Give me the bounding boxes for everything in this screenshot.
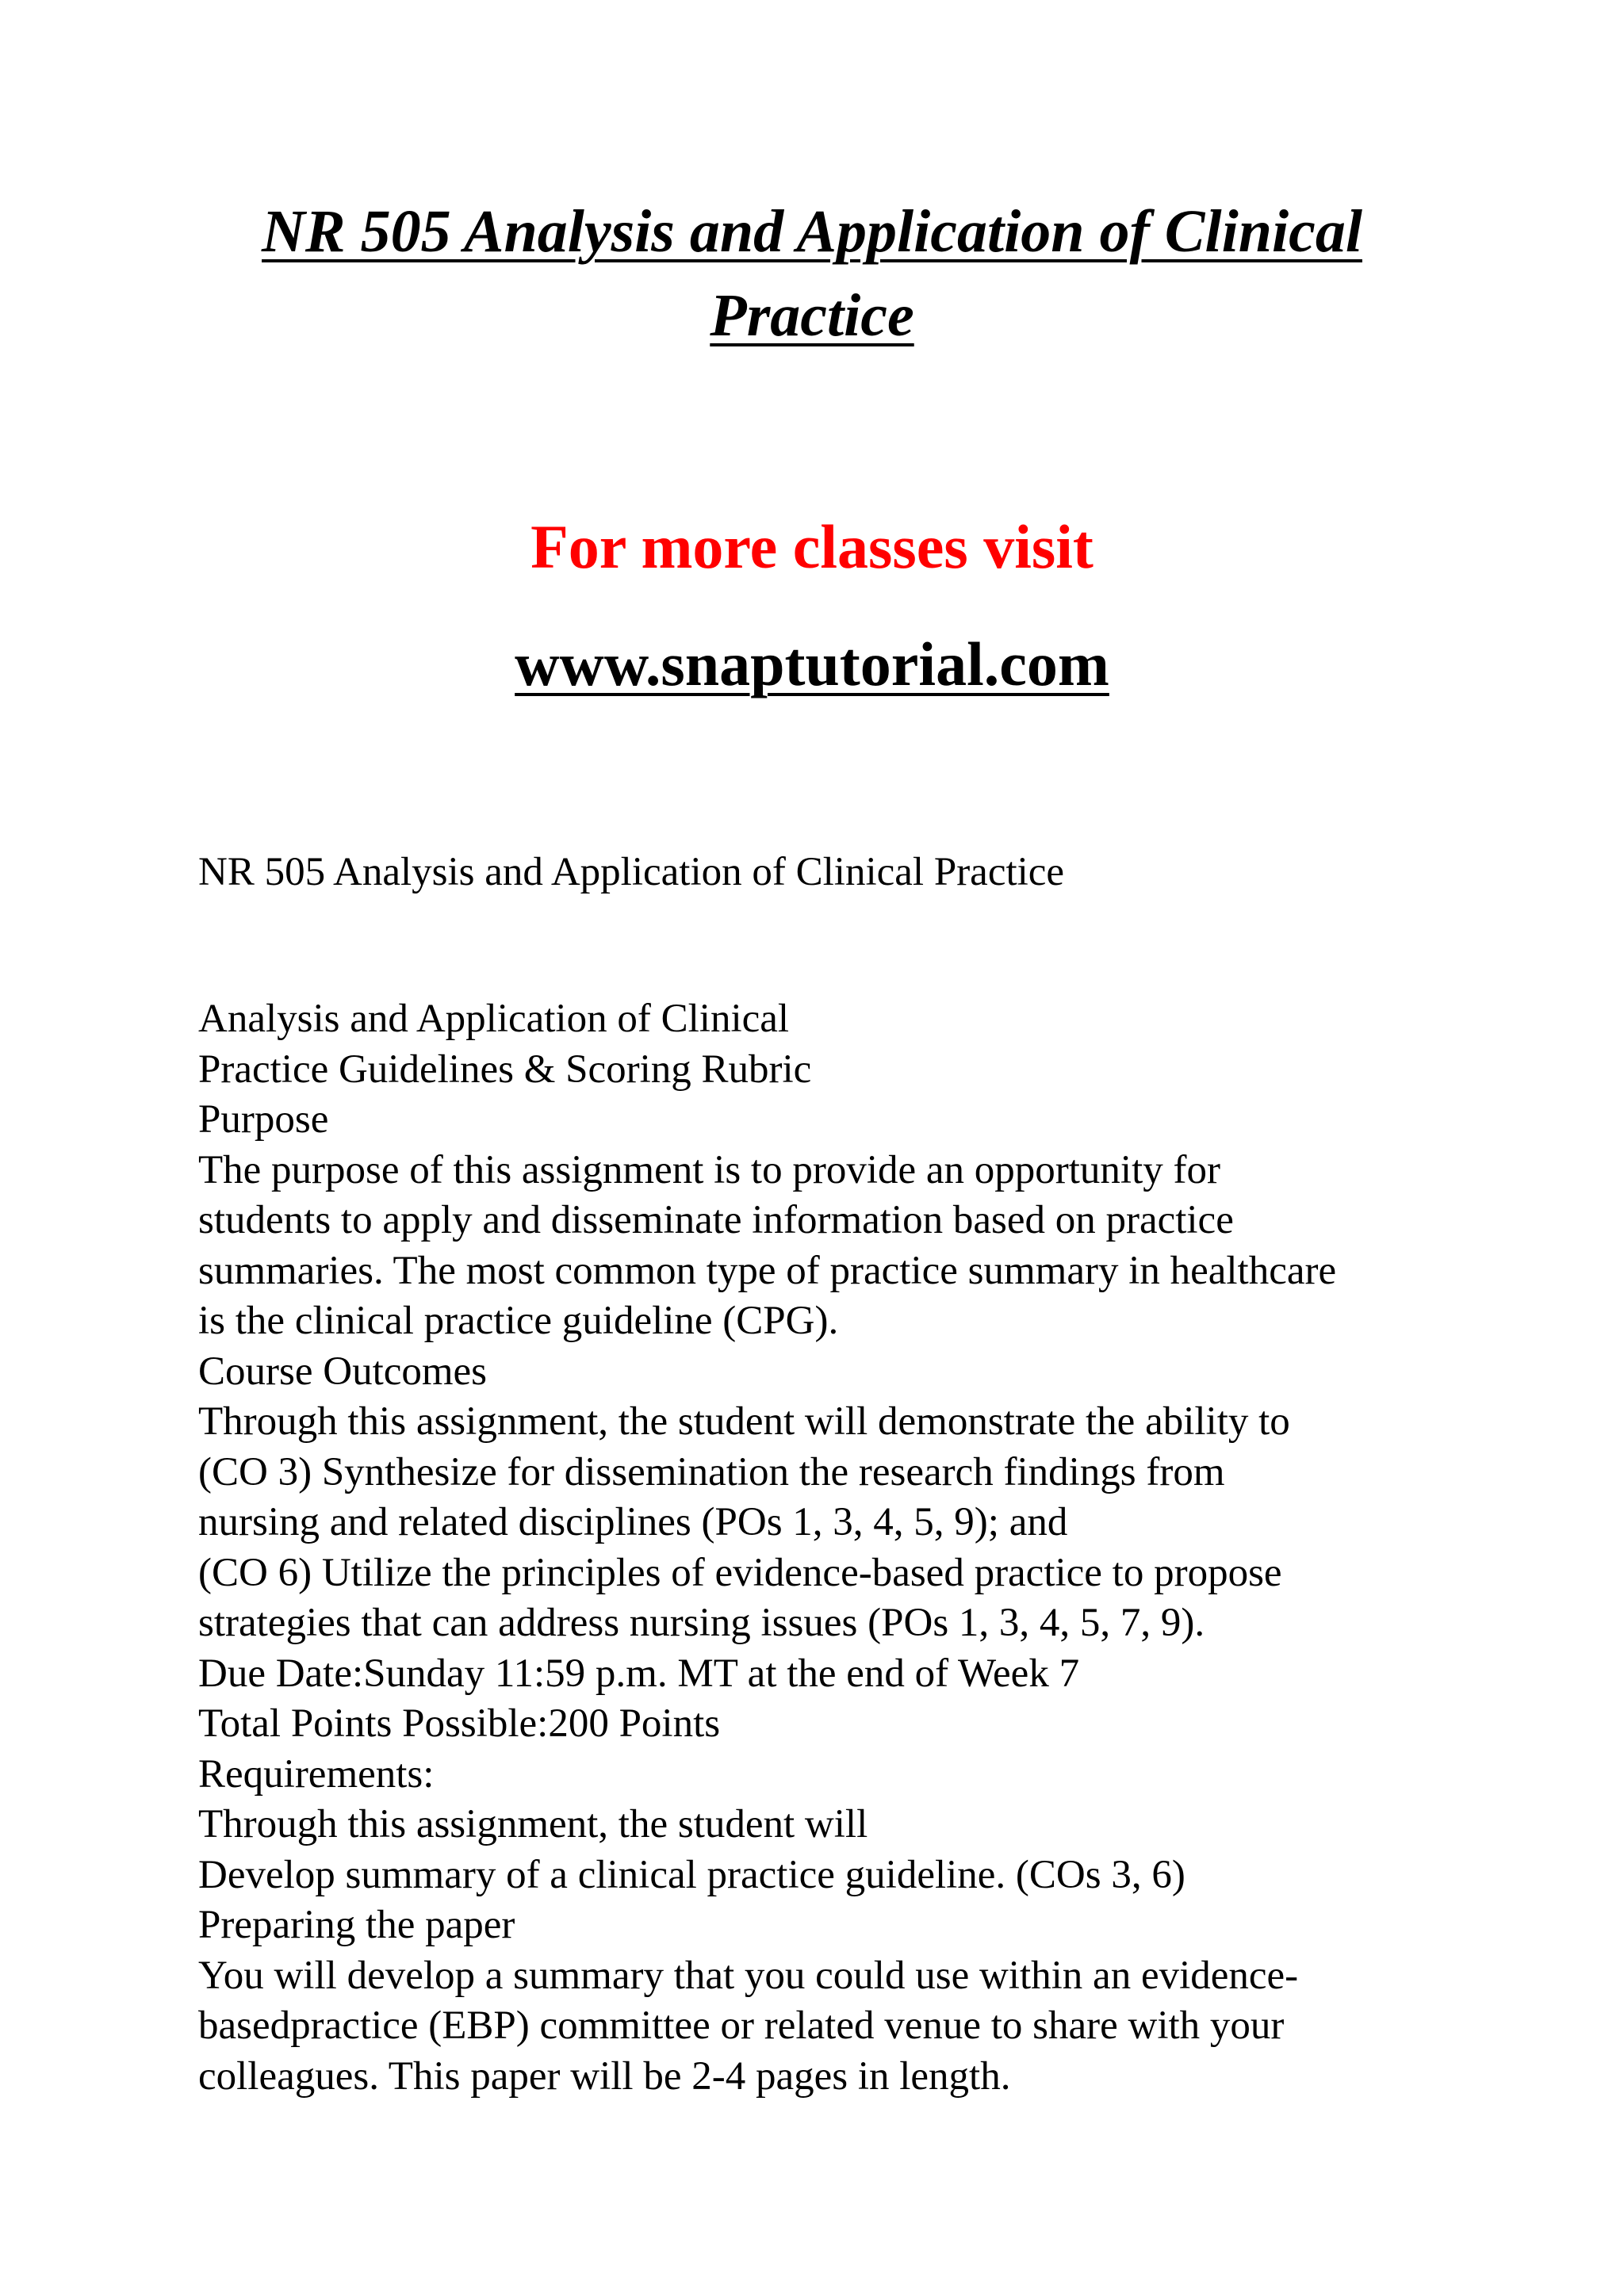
body-line: is the clinical practice guideline (CPG). xyxy=(198,1299,839,1343)
assignment-description xyxy=(198,994,1467,2102)
body-line: colleagues. This paper will be 2-4 pages in length. xyxy=(198,2053,1011,2099)
body-line: students to apply and disseminate information based on practice xyxy=(198,1198,1234,1242)
body-line: Practice Guidelines & Scoring Rubric xyxy=(198,1047,812,1092)
body-line: Develop summary of a clinical practice guideline. (COs 3, 6) xyxy=(198,1852,1185,1897)
body-line: The purpose of this assignment is to provide an opportunity for xyxy=(198,1147,1220,1192)
body-line: basedpractice (EBP) committee or related venue to share with your xyxy=(198,2003,1285,2048)
body-line: Analysis and Application of Clinical xyxy=(198,997,790,1041)
course-name-line: NR 505 Analysis and Application of Clinical Practice xyxy=(198,850,1065,894)
document-title-line-1: NR 505 Analysis and Application of Clinical xyxy=(262,198,1362,265)
body-line: Through this assignment, the student will xyxy=(198,1802,868,1846)
body-line: Requirements: xyxy=(198,1751,435,1797)
promo-visit-text: For more classes visit xyxy=(530,512,1094,581)
body-line: Due Date:Sunday 11:59 p.m. MT at the end of Week 7 xyxy=(198,1651,1080,1696)
body-line: Through this assignment, the student will demonstrate the ability to xyxy=(198,1399,1290,1444)
body-line: nursing and related disciplines (POs 1, 3, 4, 5, 9); and xyxy=(198,1500,1068,1544)
body-line: summaries. The most common type of practice summary in healthcare xyxy=(198,1248,1337,1293)
body-line: Total Points Possible:200 Points xyxy=(198,1701,721,1746)
body-line: Course Outcomes xyxy=(198,1349,488,1394)
promo-website-link[interactable]: www.snaptutorial.com xyxy=(515,629,1109,698)
body-line: (CO 3) Synthesize for dissemination the research findings from xyxy=(198,1449,1225,1494)
body-line: Preparing the paper xyxy=(198,1903,515,1947)
body-line: (CO 6) Utilize the principles of evidence-based practice to propose xyxy=(198,1550,1282,1595)
body-line: strategies that can address nursing issues (POs 1, 3, 4, 5, 7, 9). xyxy=(198,1601,1205,1645)
document-title-line-2: Practice xyxy=(710,282,914,349)
body-line: You will develop a summary that you could use within an evidence- xyxy=(198,1953,1299,1998)
body-line: Purpose xyxy=(198,1097,329,1142)
